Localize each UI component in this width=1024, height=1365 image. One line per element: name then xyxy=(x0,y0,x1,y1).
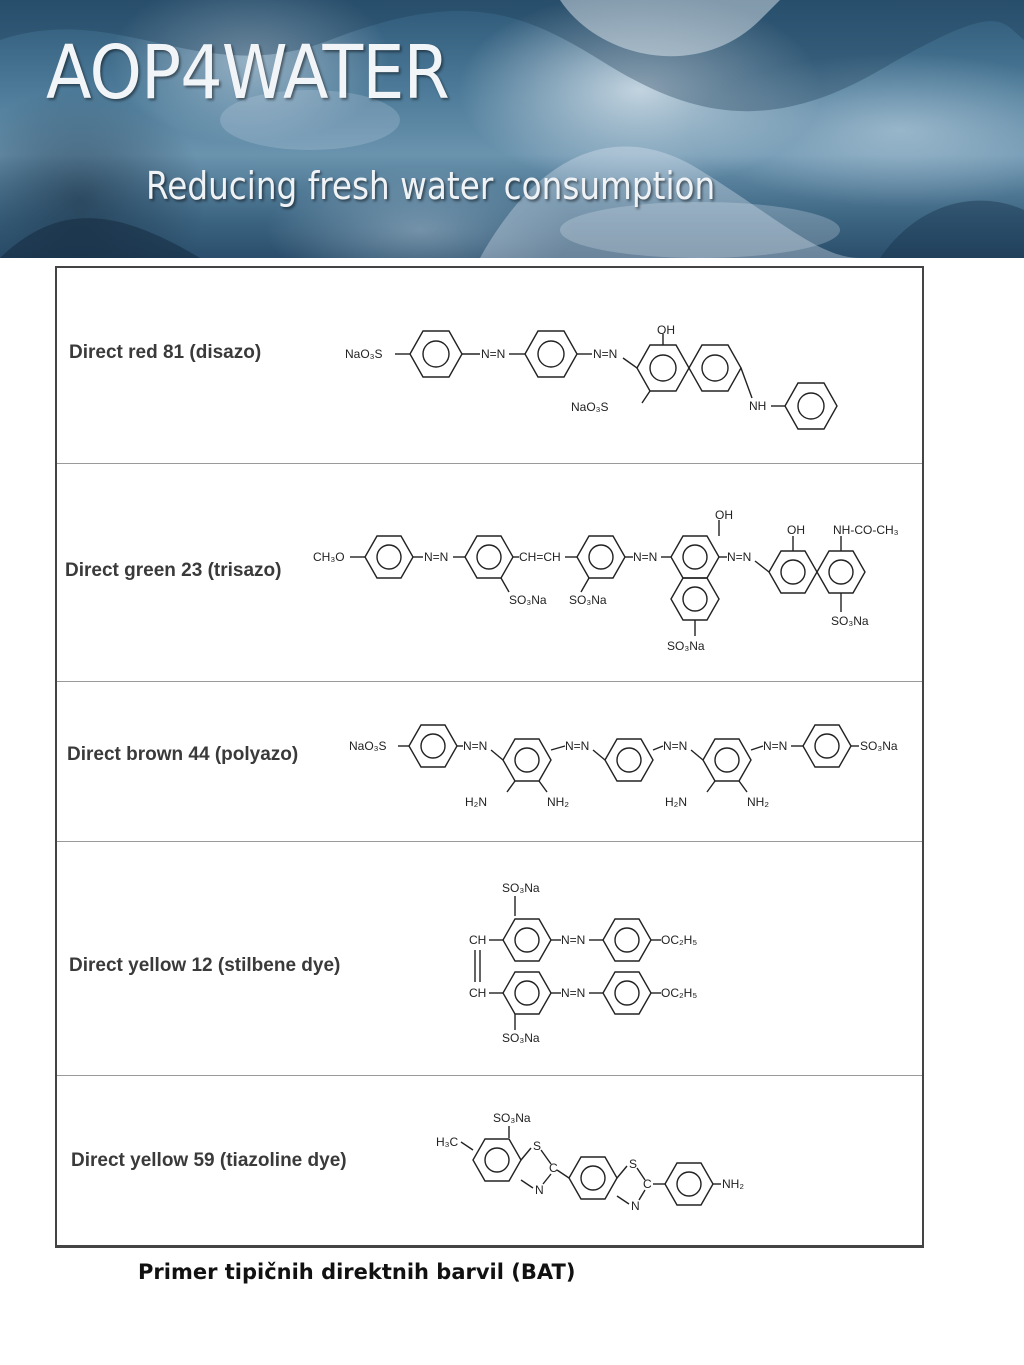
svg-text:H₃C: H₃C xyxy=(436,1135,459,1149)
svg-text:CH=CH: CH=CH xyxy=(519,550,561,564)
svg-text:N=N: N=N xyxy=(481,347,506,361)
dye-row-direct-brown-44 xyxy=(57,682,922,842)
svg-text:SO₃Na: SO₃Na xyxy=(831,614,869,628)
chemical-structure-direct-yellow-12 xyxy=(57,842,922,1076)
dye-name: Direct red 81 (disazo) xyxy=(69,342,262,363)
dye-name: Direct yellow 12 (stilbene dye) xyxy=(69,955,341,976)
dye-name: Direct yellow 59 (tiazoline dye) xyxy=(71,1150,347,1171)
header-banner xyxy=(0,0,1024,258)
svg-text:SO₃Na: SO₃Na xyxy=(569,593,607,607)
svg-text:N=N: N=N xyxy=(593,347,618,361)
svg-text:SO₃Na: SO₃Na xyxy=(493,1111,531,1125)
svg-text:SO₃Na: SO₃Na xyxy=(509,593,547,607)
svg-text:S: S xyxy=(629,1157,638,1171)
svg-text:CH₃O: CH₃O xyxy=(313,550,345,564)
svg-text:OH: OH xyxy=(787,523,805,537)
svg-text:N=N: N=N xyxy=(763,739,788,753)
svg-text:N=N: N=N xyxy=(565,739,590,753)
svg-text:OH: OH xyxy=(715,508,733,522)
dye-row-direct-red-81 xyxy=(57,268,922,464)
svg-text:NH₂: NH₂ xyxy=(547,795,569,809)
svg-text:C: C xyxy=(643,1177,652,1191)
dye-name: Direct brown 44 (polyazo) xyxy=(67,744,299,765)
chemical-structure-direct-yellow-59 xyxy=(57,1076,922,1246)
chemical-structure-direct-brown-44 xyxy=(57,682,922,842)
svg-text:SO₃Na: SO₃Na xyxy=(502,1031,540,1045)
svg-text:OH: OH xyxy=(657,323,675,337)
dye-row-direct-yellow-59 xyxy=(57,1076,922,1246)
svg-text:N=N: N=N xyxy=(663,739,688,753)
svg-text:OC₂H₅: OC₂H₅ xyxy=(661,933,698,947)
dye-name: Direct green 23 (trisazo) xyxy=(65,560,282,581)
site-subtitle: Reducing fresh water consumption xyxy=(146,164,716,208)
svg-text:N=N: N=N xyxy=(633,550,658,564)
svg-text:H₂N: H₂N xyxy=(665,795,687,809)
svg-text:N=N: N=N xyxy=(424,550,449,564)
svg-text:NH₂: NH₂ xyxy=(747,795,769,809)
svg-text:N=N: N=N xyxy=(463,739,488,753)
chemical-structure-direct-red-81 xyxy=(57,268,922,464)
svg-text:NH-CO-CH₃: NH-CO-CH₃ xyxy=(833,523,899,537)
dye-table xyxy=(55,266,924,1248)
svg-text:N: N xyxy=(535,1183,544,1197)
figure-caption: Primer tipičnih direktnih barvil (BAT) xyxy=(138,1260,576,1284)
dye-row-direct-yellow-12 xyxy=(57,842,922,1076)
site-title: AOP4WATER xyxy=(46,30,449,116)
svg-text:CH: CH xyxy=(469,986,487,1000)
svg-text:H₂N: H₂N xyxy=(465,795,487,809)
svg-text:OC₂H₅: OC₂H₅ xyxy=(661,986,698,1000)
svg-text:S: S xyxy=(533,1139,542,1153)
svg-text:NH₂: NH₂ xyxy=(722,1177,744,1191)
svg-text:SO₃Na: SO₃Na xyxy=(502,881,540,895)
svg-text:SO₃Na: SO₃Na xyxy=(667,639,705,653)
svg-text:NH: NH xyxy=(749,399,767,413)
svg-text:NaO₃S: NaO₃S xyxy=(571,400,609,414)
svg-text:NaO₃S: NaO₃S xyxy=(349,739,387,753)
svg-text:N: N xyxy=(631,1199,640,1213)
svg-text:SO₃Na: SO₃Na xyxy=(860,739,898,753)
svg-text:CH: CH xyxy=(469,933,487,947)
svg-text:N=N: N=N xyxy=(727,550,752,564)
svg-text:N=N: N=N xyxy=(561,933,586,947)
svg-text:NaO₃S: NaO₃S xyxy=(345,347,383,361)
svg-text:N=N: N=N xyxy=(561,986,586,1000)
svg-text:C: C xyxy=(549,1161,558,1175)
dye-row-direct-green-23 xyxy=(57,464,922,682)
chemical-structure-direct-green-23 xyxy=(57,464,922,682)
